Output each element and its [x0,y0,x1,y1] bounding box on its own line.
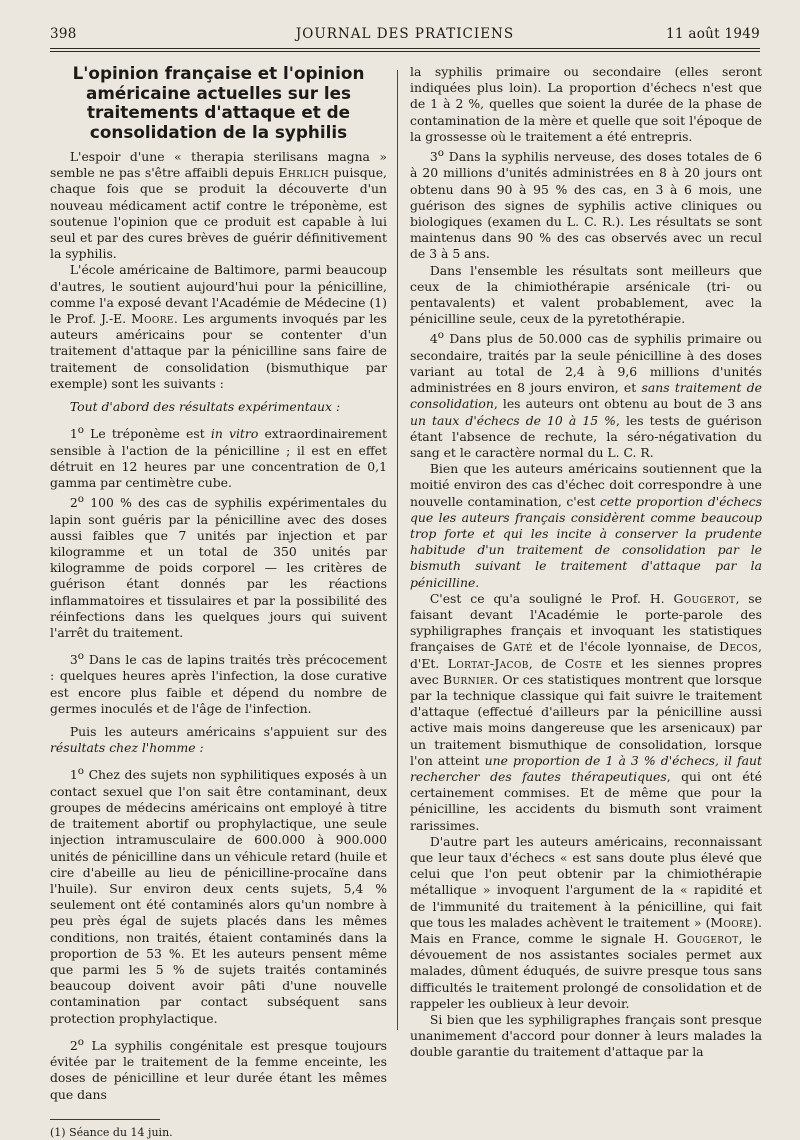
paragraph: L'espoir d'une « therapia sterilisans magna » semble ne pas s'être affaibli depuis Ehrlich puisque, chaque fois que se produit la découverte d'un nouveau médicament actif contre le tréponème, est soutenue l'opinion que ce produit est capable à lui seul et par des cures brèves de guérir définitivement la syphilis. [50,149,387,262]
journal-title: JOURNAL DES PRATICIENS [295,26,515,42]
paragraph: Tout d'abord des résultats expérimentaux : [69,399,341,415]
paragraph: L'école américaine de Baltimore, parmi beaucoup d'autres, le soutient aujourd'hui pour la pénicilline, comme l'a exposé devant l'Académie de Médecine (1) le Prof. J.-E. Moore. Les arguments invoqués par les auteurs américains pour se contenter d'un traitement d'attaque par la pénicilline sans faire de traitement de consolidation (bismuthique par exemple) sont les suivants : [50,262,387,391]
running-header [50,26,760,46]
header-rule-top [50,48,760,49]
paragraph: la syphilis primaire ou secondaire (elles seront indiquées plus loin). La proportion d'échecs n'est que de 1 à 2 %, quelles que soient la durée de la phase de contamination de la mère et quelle que soit l'époque de la grossesse où le traitement a été entrepris. [410,64,762,144]
paragraph: Bien que les auteurs américains soutiennent que la moitié environ des cas d'échec doit correspondre à une nouvelle contamination, c'est cette proportion d'échecs que les auteurs français considèrent comme beaucoup trop forte et qui les incite à conserver la prudente habitude d'un traitement de consolidation par le bismuth suivant le traitement d'attaque par la pénicilline. [410,461,762,590]
paragraph: 2$^o$ 100 % des cas de syphilis expérimentales du lapin sont guéris par la pénicilline avec des doses aussi faibles que 7 unités par injection et par kilogramme et un total de 350 unités par kilogramme de poids corporel — les critères de guérison étant donnés par les réactions inflammatoires et tissulaires et par la possibilité des réinfections dans les quelques jours qui suivent l'arrêt du traitement. [50,493,387,640]
column-separator [397,70,398,1030]
header-rule-bottom [50,51,760,52]
article-title: L'opinion française et l'opinion américaine actuelles sur les traitements d'attaque et de consolidation de la syphilis [72,63,365,142]
paragraph: D'autre part les auteurs américains, reconnaissant que leur taux d'échecs « est sans doute plus élevé que celui que l'on peut obtenir par la chimiothérapie métallique » invoquent l'argument de la « rapidité et de l'immunité du traitement à la pénicilline, qui fait que tous les malades achèvent le traitement » (Moore). Mais en France, comme le signale H. Gougerot, le dévouement de nos assistantes sociales permet aux malades, dûment éduqués, de suivre presque tous sans difficultés le traitement prolongé de consolidation et de rappeler les oublieux à leur devoir. [410,833,762,1011]
paragraph: 1$^o$ Le tréponème est in vitro extraordinairement sensible à l'action de la pénicilline ; il est en effet détruit en 12 heures par une concentration de 0,1 gamma par centimètre cube. [50,424,387,490]
left-column [50,63,387,1139]
right-column [410,64,762,1060]
paragraph: Dans l'ensemble les résultats sont meilleurs que ceux de la chimiothérapie arsénicale (tri- ou pentavalents) et valent probablement, avec la pénicilline seule, ceux de la pyretothérapie. [410,262,762,327]
paragraph: 3$^o$ Dans le cas de lapins traités très précocement : quelques heures après l'infection, la dose curative est encore plus faible et dépend du nombre de germes inoculés et de l'âge de l'infection. [50,650,387,716]
page-number: 398 [50,26,77,42]
paragraph: 2$^o$ La syphilis congénitale est presque toujours évitée par le traitement de la femme enceinte, les doses de pénicilline et leur durée étant les mêmes que dans [50,1035,387,1102]
issue-date: 11 août 1949 [665,26,760,42]
footnote: (1) Séance du 14 juin. [50,1125,173,1139]
paragraph: Si bien que les syphiligraphes français sont presque unanimement d'accord pour donner à leurs malades la double garantie du traitement d'attaque par la [410,1012,762,1060]
paragraph: 1$^o$ Chez des sujets non syphilitiques exposés à un contact sexuel que l'on sait être contaminant, deux groupes de médecins américains ont employé à titre de traitement abortif ou prophylactique, une seule injection intramusculaire de 600.000 à 900.000 unités de pénicilline dans un véhicule retard (huile et cire d'abeille au lieu de pénicilline-procaïne dans l'huile). Sur environ deux cents sujets, 5,4 % seulement ont été contaminés alors qu'un nombre à peu près égal de sujets placés dans les mêmes conditions, non traités, étaient contaminés dans la proportion de 53 %. Et les auteurs pensent même que parmi les 5 % de sujets traités contaminés beaucoup doivent avoir pâti d'une nouvelle contamination par contact subséquent sans protection prophylactique. [50,765,387,1026]
paragraph: C'est ce qu'a souligné le Prof. H. Gougerot, se faisant devant l'Académie le porte-parole des syphiligraphes français et invoquant les statistiques françaises de Gaté et de l'école lyonnaise, de Decos, d'Et. Lortat-Jacob, de Coste et les siennes propres avec Burnier. Or ces statistiques montrent que lorsque par la technique classique qui fait suivre le traitement d'attaque (effectué d'ailleurs par la pénicilline aussi active mais moins dangereuse que les arsenicaux) par un traitement bismuthique de consolidation, lorsque l'on atteint une proportion de 1 à 3 % d'échecs, il faut rechercher des fautes thérapeutiques, qui ont été certainement commises. Et de même que pour la pénicilline, les accidents du bismuth sont vraiment rarissimes. [410,590,762,833]
paragraph: 4$^o$ Dans plus de 50.000 cas de syphilis primaire ou secondaire, traités par la seule pénicilline à des doses variant au total de 2,4 à 9,6 millions d'unités administrées en 8 jours environ, et sans traitement de consolidation, les auteurs ont obtenu au bout de 3 ans un taux d'échecs de 10 à 15 %, les tests de guérison étant l'absence de rechute, la séro-négativation du sang et le caractère normal du L. C. R. [410,329,762,460]
paragraph: Puis les auteurs américains s'appuient sur des résultats chez l'homme : [50,724,387,756]
footnote-rule [50,1119,160,1120]
paragraph: 3$^o$ Dans la syphilis nerveuse, des doses totales de 6 à 20 millions d'unités administrées en 8 à 20 jours ont obtenu dans 90 à 95 % des cas, en 3 à 6 mois, une guérison des signes de syphilis active cliniques ou biologiques (examen du L. C. R.). Les résultats se sont maintenus dans 90 % des cas observés avec un recul de 3 à 5 ans. [410,147,762,262]
